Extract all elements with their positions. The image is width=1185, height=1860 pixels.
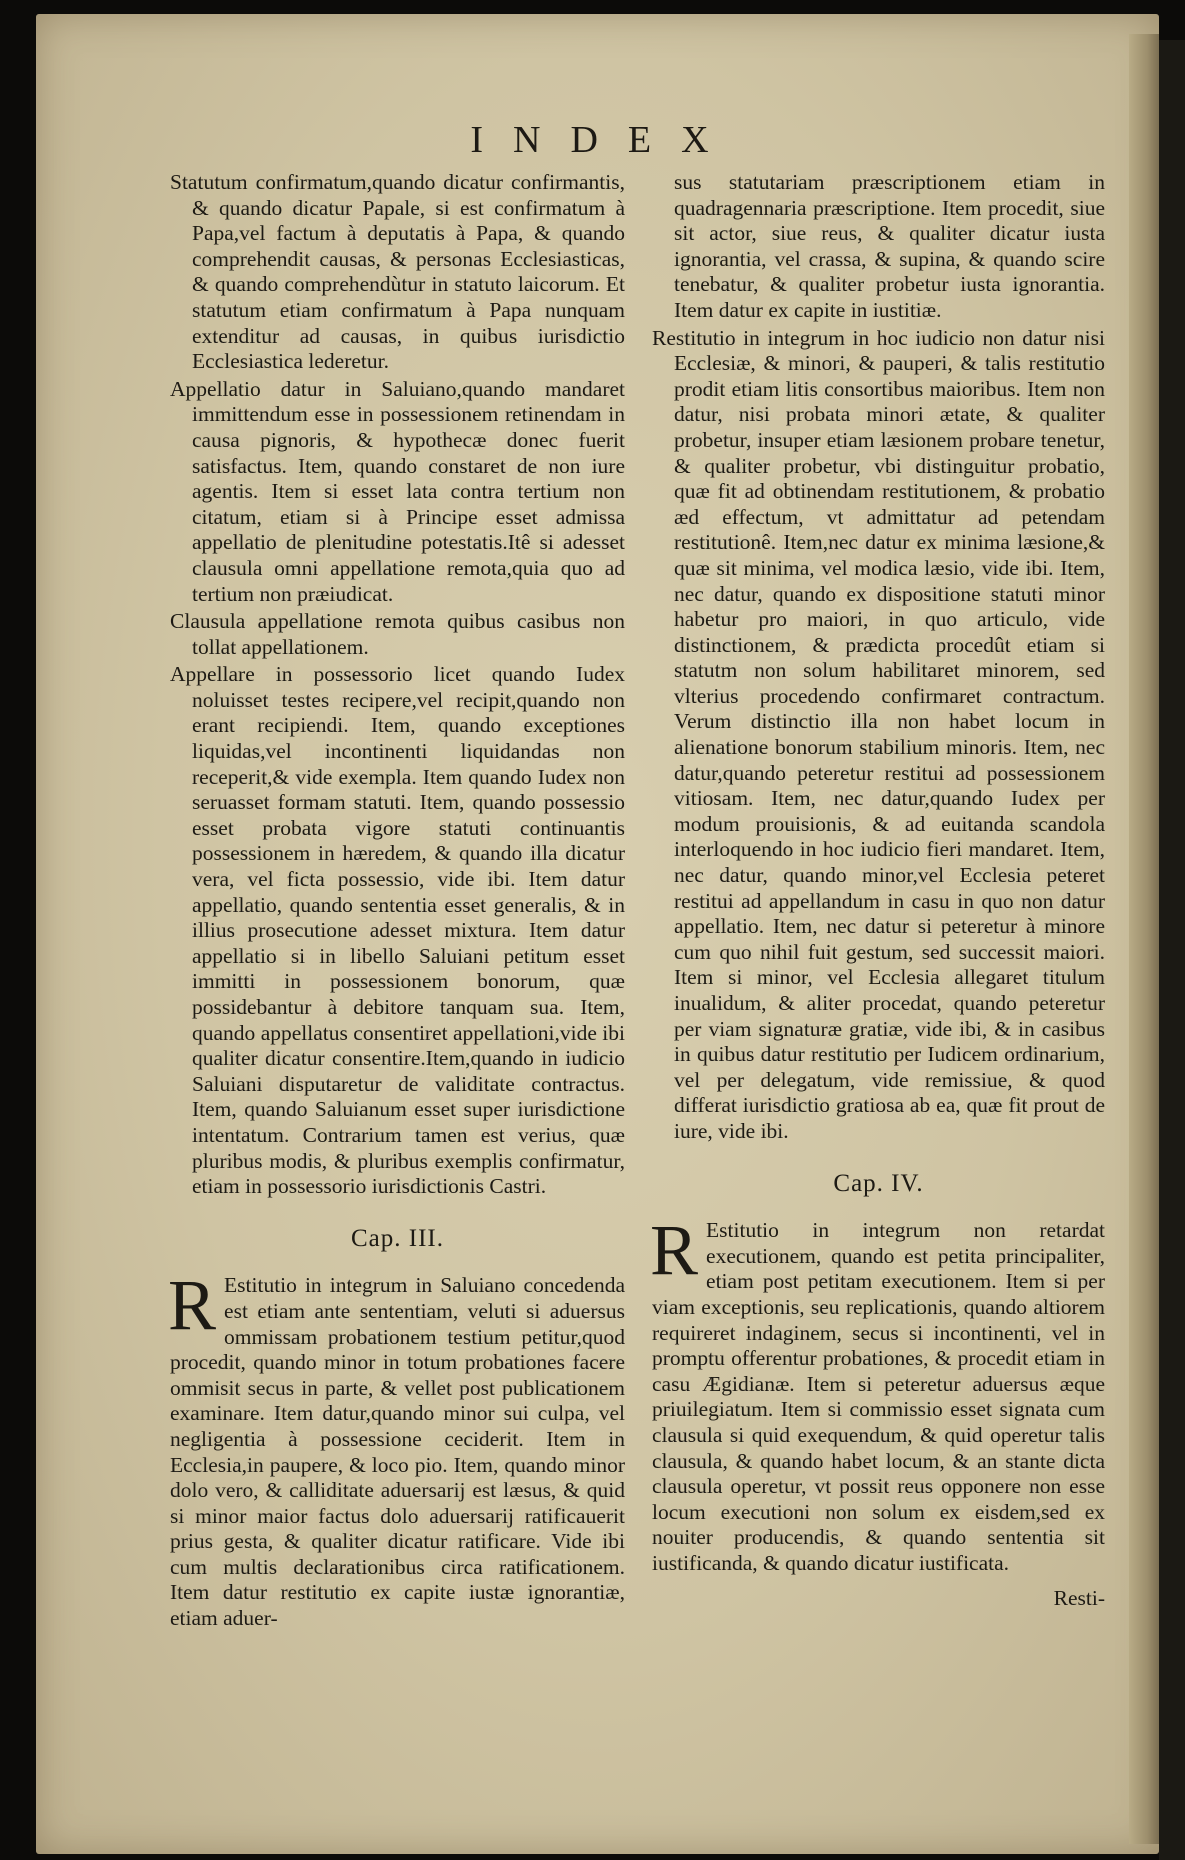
index-entry: Restitutio in integrum in hoc iudicio non datur nisi Ecclesiæ, & minori, & pauperi, & talis restitutio prodit etiam litis consortibus maioribus. Item non datur, nisi probata minori ætate, & qualiter probetur, insuper etiam læsionem probare tenetur, & qualiter probetur, vbi distinguitur probatio, quæ fit ad obtinendam restitutionem, & probatio æd effectum, vt admittatur ad petendam restitutionê. Item,nec datur ex minima læsione,& quæ sit minima, vel modica læsio, vide ibi. Item, nec datur, quando ex dispositione statuti minor habetur pro maiori, in quo articulo, vide distinctionem, & prædicta procedût etiam si statutm non solum habilitaret minorem, sed vlterius procedendo confirmaret contractum. Verum distinctio illa non habet locum in alienatione bonorum stabilium minoris. Item, nec datur,quando peteretur restitui ad possessionem vitiosam. Item, nec datur,quando Iudex per modum prouisionis, & ad euitanda scandola interloquendo in hoc iudicio fieri mandaret. Item, nec datur, quando minor,vel Ecclesia peteret restitui ad appellandum in casu in quo non datur appellatio. Item, nec datur si peteretur à minore cum quo nihil fuit gestum, sed successit maiori. Item si minor, vel Ecclesia allegaret titulum inualidum, & aliter procedat, quando peteretur per viam signaturæ gratiæ, vide ibi, & in casibus in quibus datur restitutio per Iudicem ordinarium, vel per delegatum, vide remissiue, & quod differat iurisdictio gratiosa ab ea, quæ fit prout de iure, vide ibi. bbox=[652, 325, 1105, 1143]
book-spine bbox=[1129, 34, 1159, 1844]
chapter-text-block bbox=[650, 1210, 1105, 1576]
drop-cap: R bbox=[168, 1265, 217, 1346]
page-header: INDEX bbox=[470, 119, 739, 161]
continued-entry: sus statutariam præscriptionem etiam in quadragennaria præscriptione. Item procedit, siue sit actor, siue reus, & qualiter dicatur iusta ignorantia, vel crassa, & supina, & quando scire tenebatur, & qualiter probetur iusta ignorantia. Item datur ex capite in iustitiæ. bbox=[674, 170, 1105, 322]
index-entry: Appellare in possessorio licet quando Iudex noluisset testes recipere,vel recipit,quando non erant recipiendi. Item, quando exceptiones liquidas,vel incontinenti liquidandas non receperit,& vide exempla. Item quando Iudex non seruasset formam statuti. Item, quando possessio esset probata vigore statuti continuantis possessionem in hæredem, & quando illa dicatur vera, vel ficta possessio, vide ibi. Item datur appellatio, quando sententia esset generalis, & in illius prosecutione adesset mixtura. Item datur appellatio si in libello Saluiani petitum esset immitti in possessionem bonorum, quæ possidebantur à debitore tanquam sua. Item, quando appellatus consentiret appellationi,vide ibi qualiter dicatur consentire.Item,quando in iudicio Saluiani disputaretur de validitate contractus. Item, quando Saluianum esset super iurisdictione intentatum. Contrarium tamen est verius, quæ pluribus modis, & pluribus exemplis confirmatur, etiam in possessorio iurisdictionis Castri. bbox=[170, 662, 625, 1199]
drop-cap: R bbox=[650, 1210, 699, 1291]
chapter-text: Estitutio in integrum non retardat executionem, quando est petita principaliter, etiam post petitam executionem. Item si per viam exceptionis, seu replicationis, quando altiorem requireret indaginem, secus si incontinenti, vel in promptu offerentur probationes, & procedit etiam in casu Ægidianæ. Item si peteretur aduersus æque priuilegiatum. Item si commissio esset signata cum clausula si quid exequendum, & quid operetur talis clausula, & quando habet locum, & an stante dicta clausula operetur, vt possit reus opponere non esse locum executioni non solum ex eisdem,sed ex nouiter producendis, & quando sententia sit iustificanda, & quando dicatur iustificata. bbox=[652, 1218, 1105, 1575]
right-column bbox=[652, 170, 1105, 1612]
chapter-heading: Cap. IV. bbox=[833, 1169, 924, 1197]
page-edge bbox=[1159, 40, 1185, 1860]
index-entry: Statutum confirmatum,quando dicatur confirmantis, & quando dicatur Papale, si est confirmatum à Papa,vel factum à deputatis à Papa, & quando comprehendit causas, & personas Ecclesiasticas, & quando comprehendùtur in statuto laicorum. Et statutum etiam confirmatum à Papa nunquam extenditur ad causas, in quibus iurisdictio Ecclesiastica lederetur. bbox=[170, 170, 625, 374]
chapter-text: Estitutio in integrum in Saluiano concedenda est etiam ante sententiam, veluti si aduersus ommissam probationem testium petitur,quod procedit, quando minor in totum probationes facere ommisit secus in parte, & vellet post publicationem examinare. Item datur,quando minor sui culpa, vel negligentia à possessione ceciderit. Item in Ecclesia,in paupere, & loco pio. Item, quando minor dolo vero, & calliditate aduersarij est læsus, & quid si minor maior factus dolo aduersarij ratificauerit prius gesta, & qualiter dicatur ratificare. Vide ibi cum multis declarationibus circa ratificationem. Item datur restitutio ex capite iustæ ignorantiæ, etiam aduer- bbox=[170, 1273, 625, 1631]
index-entry: Clausula appellatione remota quibus casibus non tollat appellationem. bbox=[170, 609, 625, 659]
catchword: Resti- bbox=[1053, 1586, 1105, 1611]
chapter-heading: Cap. III. bbox=[351, 1224, 444, 1252]
left-column bbox=[170, 170, 625, 1632]
chapter-text-block bbox=[168, 1265, 625, 1631]
index-entry: Appellatio datur in Saluiano,quando mandaret immittendum esse in possessionem retinendam in causa pignoris, & hypothecæ donec fuerit satisfactus. Item, quando constaret de non iure agentis. Item si esset lata contra tertium non citatum, etiam si à Principe esset admissa appellatio de plenitudine potestatis.Itê si adesset clausula omni appellatione remota,quia quo ad tertium non præiudicat. bbox=[170, 376, 625, 606]
